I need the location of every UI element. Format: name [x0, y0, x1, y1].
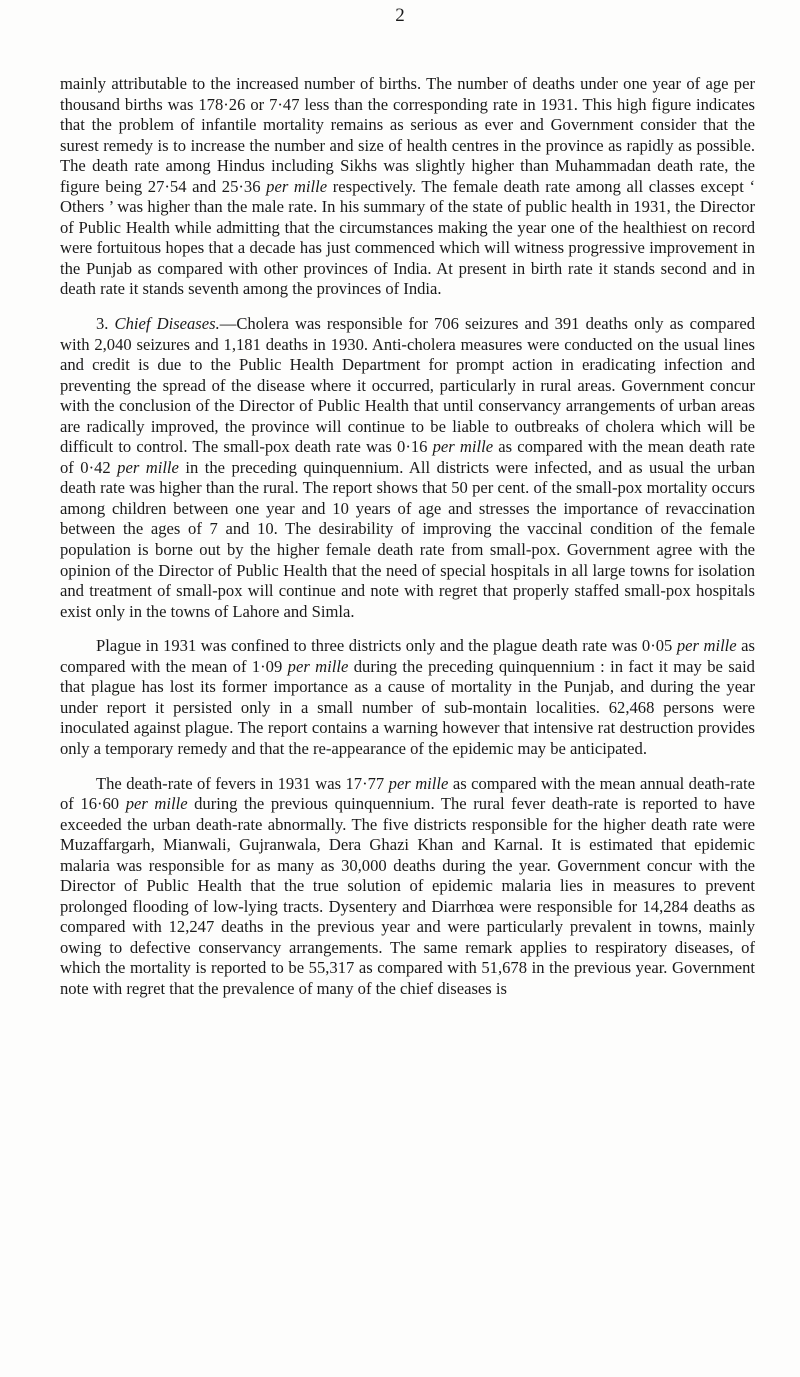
text-run: —Cholera was responsible for 706 seizures and 391 deaths only as compared with 2,040 seizures and 1,181 deaths in 1930. Anti-cholera measures were conducted on the usual lines and credit is due to the Public Health Department for prompt action in eradicating infection and preventing the spread of the disease where it occurred, particularly in rural areas. Government concur with the conclusion of the Director of Public Health that until conservancy arrangements of urban areas are radically improved, the province will continue to be liable to outbreaks of cholera which will be difficult to control. The small-pox death rate was 0·16	[60, 314, 756, 457]
paragraph-fevers	[60, 774, 755, 1000]
text-run: mainly attributable to the increased number of births. The number of deaths under one year of age per thousand births was 178·26 or 7·47 less than the corresponding rate in 1931. This high figure indicates that the problem of infantile mortality remains as serious as ever and Government consider that the surest remedy is to increase the number and size of health centres in the province as rapidly as possible. The death rate among Hindus including Sikhs was slightly higher than Muhammadan death rate, the figure being 27·54 and 25·36	[60, 74, 755, 196]
paragraph-infant-mortality	[60, 74, 755, 300]
body-text	[60, 74, 755, 1000]
italic-phrase: per mille	[676, 636, 737, 656]
italic-phrase: Chief Diseases.	[114, 314, 220, 334]
text-run: Plague in 1931 was confined to three districts only and the plague death rate was 0·05	[96, 636, 677, 656]
text-run: as compared with the mean annual death-rate of 16·60	[60, 773, 755, 814]
italic-phrase: per mille	[125, 794, 188, 814]
italic-phrase: per mille	[287, 656, 349, 676]
text-run: during the previous quinquennium. The rural fever death-rate is reported to have exceeded the urban death-rate abnormally. The five districts responsible for the higher death rate were Muzaffargarh, Mianwali, Gujranwala, Dera Ghazi Khan and Karnal. It is estimated that epidemic malaria was responsible for as many as 30,000 deaths during the year. Government concur with the Director of Public Health that the true solution of epidemic malaria lies in measures to prevent prolonged flooding of low-lying tracts. Dysentery and Diarrhœa were responsible for 14,284 deaths as compared with 12,247 deaths in the previous year and were particularly prevalent in towns, mainly owing to defective conservancy arrangements. The same remark applies to respiratory diseases, of which the mortality is reported to be 55,317 as compared with 51,678 in the previous year. Government note with regret that the prevalence of many of the chief diseases is	[60, 794, 755, 998]
paragraph-chief-diseases	[60, 314, 755, 622]
text-run: as compared with the mean of 1·09	[60, 636, 755, 676]
text-run: The death-rate of fevers in 1931 was 17·77	[96, 773, 389, 793]
text-run: as compared with the mean death rate of 0·42	[60, 437, 755, 477]
italic-phrase: per mille	[266, 176, 328, 196]
italic-phrase: per mille	[432, 437, 494, 457]
italic-phrase: per mille	[117, 457, 179, 477]
text-run: during the preceding quinquennium : in fact it may be said that plague has lost its former importance as a cause of mortality in the Punjab, and during the year under report it persisted only in a small number of sub-montain localities. 62,468 persons were inoculated against plague. The report contains a warning however that intensive rat destruction provides only a temporary remedy and that the re-appearance of the epidemic may be anticipated.	[60, 656, 755, 758]
text-run: respectively. The female death rate among all classes except ‘ Others ’ was higher than the male rate. In his summary of the state of public health in 1931, the Director of Public Health while admitting that the circumstances making the year one of the healthiest on record were fortuitous hopes that a decade has just commenced which will witness progressive improvement in the Punjab as compared with other provinces of India. At present in birth rate it stands second and in death rate it stands seventh among the provinces of India.	[60, 176, 756, 299]
italic-phrase: per mille	[388, 773, 449, 793]
paragraph-plague	[60, 636, 755, 759]
text-run: 3.	[96, 314, 115, 334]
text-run: in the preceding quinquennium. All districts were infected, and as usual the urban death rate was higher than the rural. The report shows that 50 per cent. of the small-pox mortality occurs among children between one year and 10 years of age and stresses the importance of revaccination between the ages of 7 and 10. The desirability of improving the vaccinal condition of the female population is borne out by the higher female death rate from small-pox. Government agree with the opinion of the Director of Public Health that the need of special hospitals in all large towns for isolation and treatment of small-pox will continue and note with regret that properly staffed small-pox hospitals exist only in the towns of Lahore and Simla.	[60, 457, 755, 621]
page-number: 2	[395, 5, 405, 26]
